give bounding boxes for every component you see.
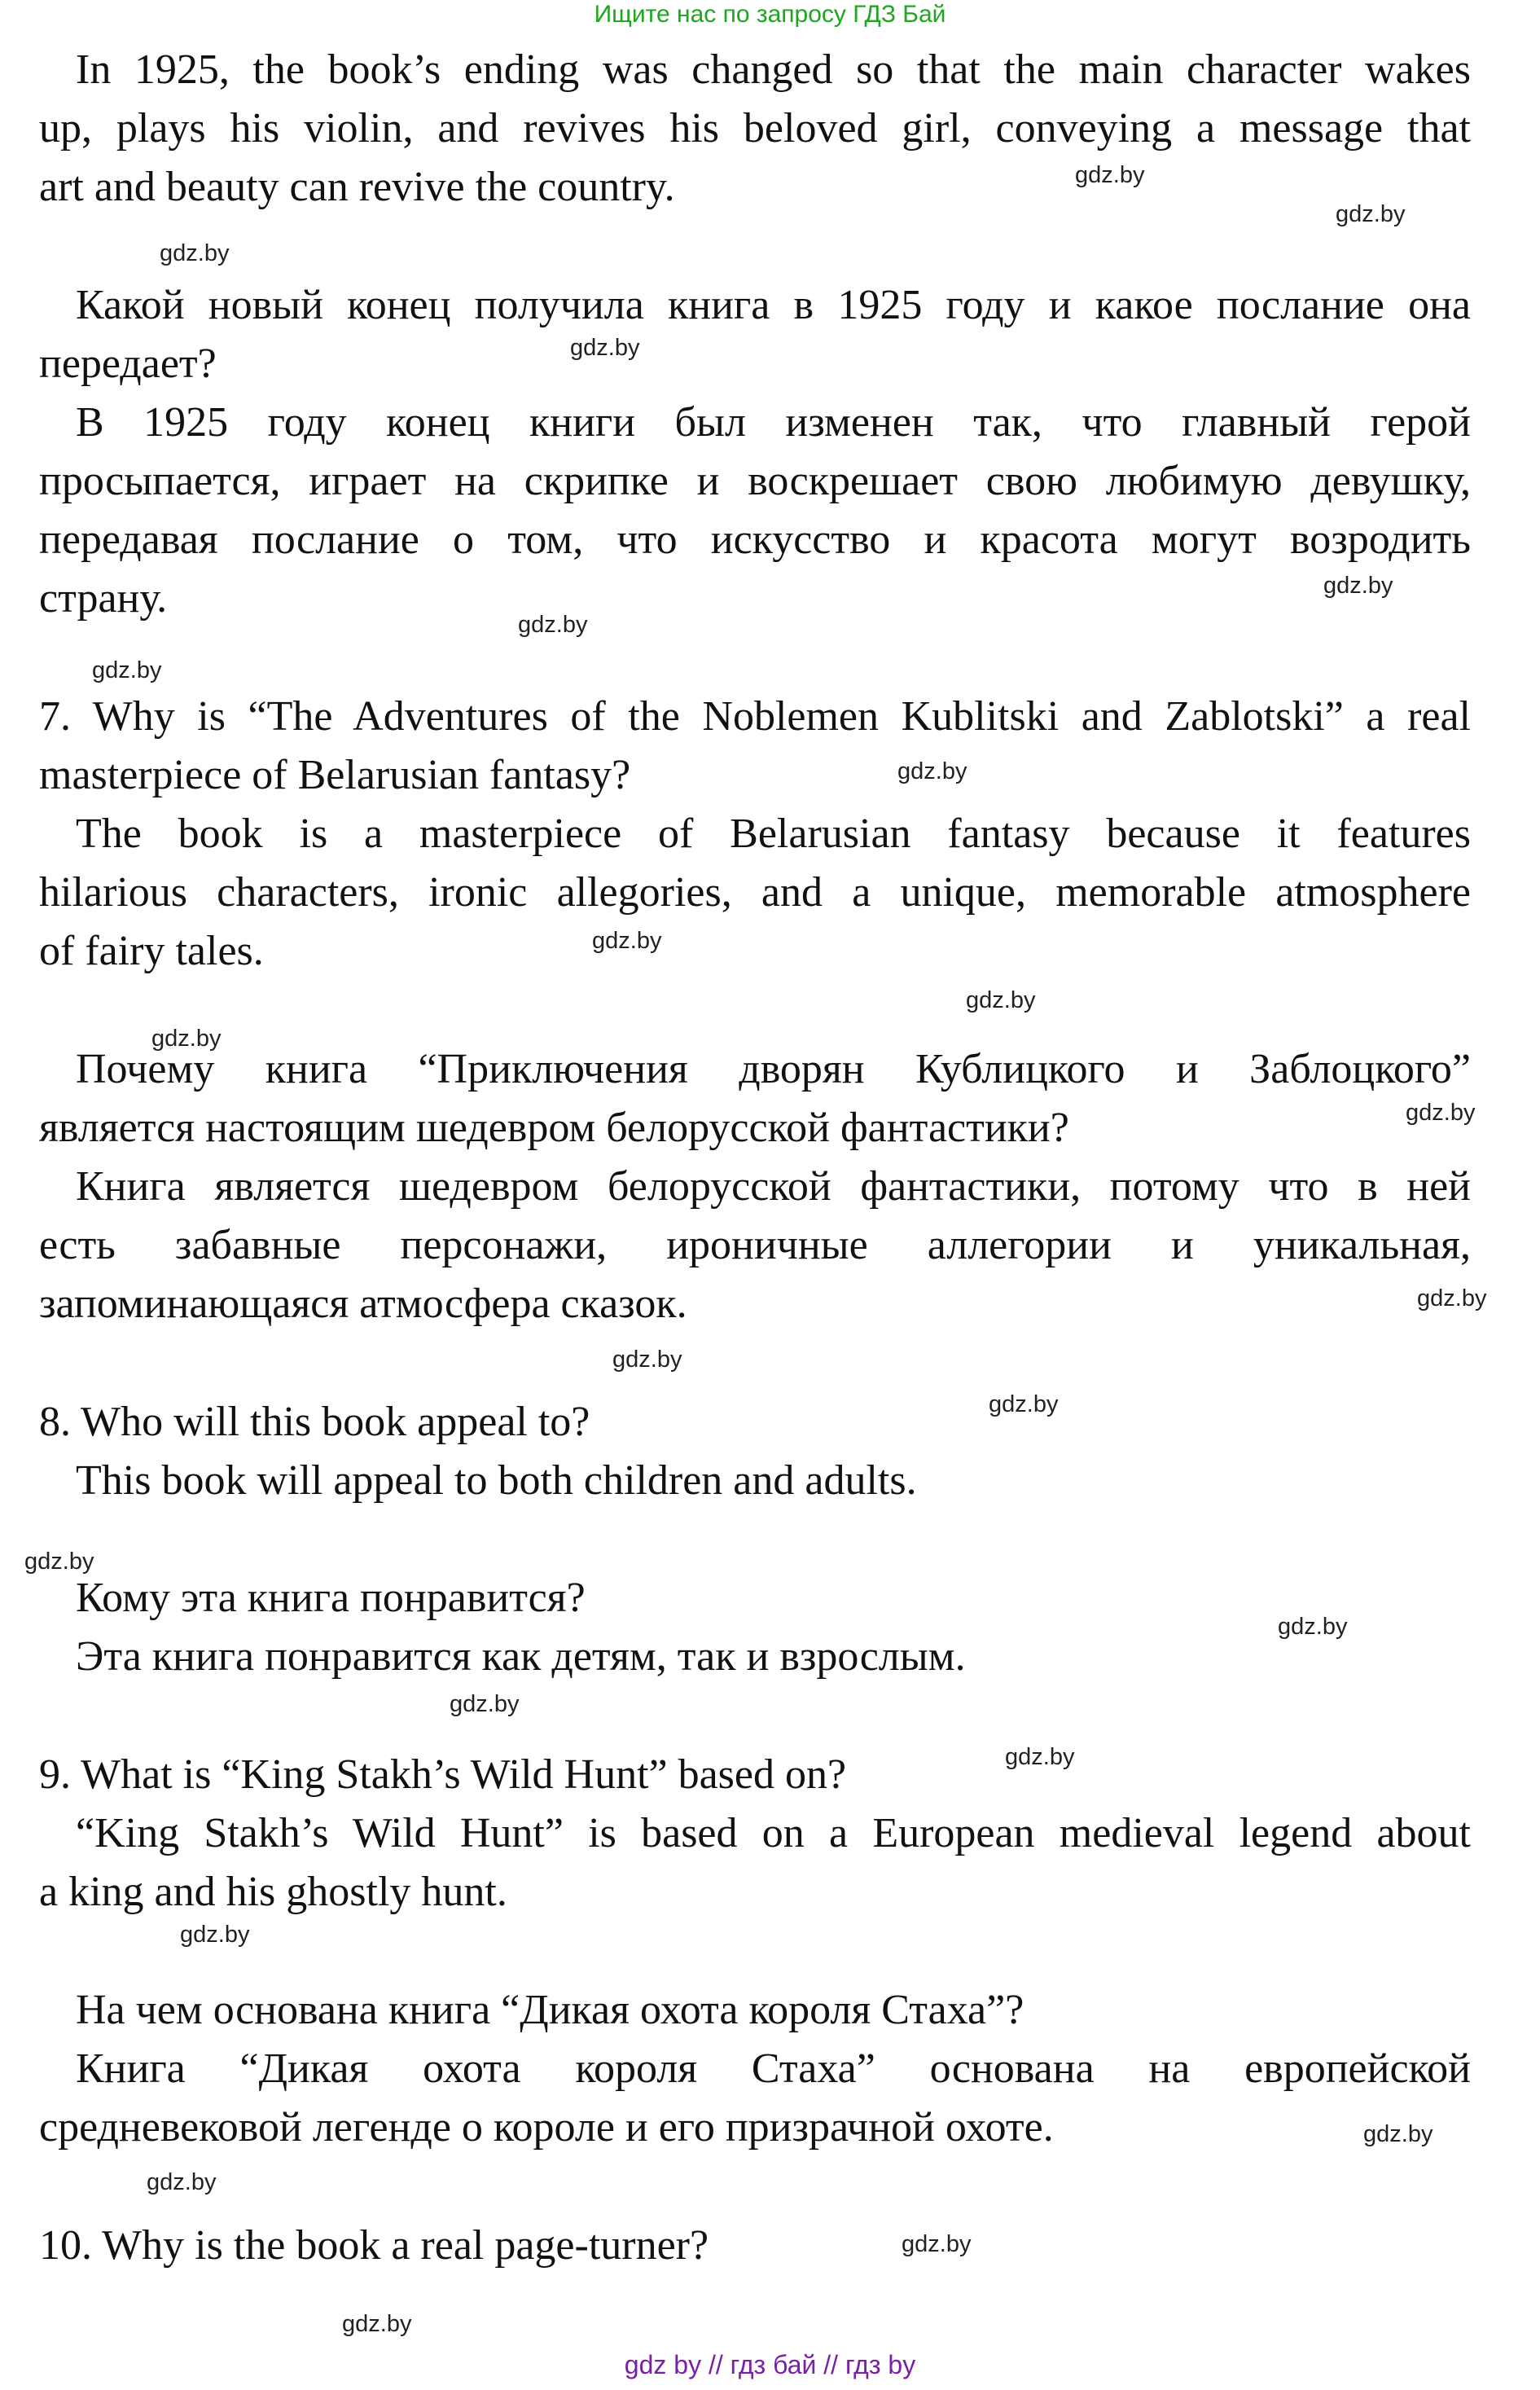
watermark: gdz.by [151,1026,222,1052]
question-9: 9. What is “King Stakh’s Wild Hunt” based on? [39,1751,847,1798]
watermark: gdz.by [160,240,230,266]
answer-7-ru: есть забавные персонажи, ироничные аллегории и уникальная, [39,1222,1471,1268]
question-10: 10. Why is the book a real page-turner? [39,2222,709,2269]
watermark: gdz.by [92,657,162,683]
paragraph-line: передает? [39,340,217,387]
watermark: gdz.by [966,987,1036,1013]
answer-9-ru: Книга “Дикая охота короля Стаха” основана на европейской [76,2045,1471,2092]
watermark: gdz.by [1323,573,1393,599]
answer-9-ru: средневековой легенде о короле и его призрачной охоте. [39,2104,1054,2151]
watermark: gdz.by [612,1347,682,1373]
answer-9: “King Stakh’s Wild Hunt” is based on a European medieval legend about [76,1810,1471,1856]
paragraph-line: просыпается, играет на скрипке и воскрешает свою любимую девушку, [39,458,1471,504]
question-7: 7. Why is “The Adventures of the Noblemen Kublitski and Zablotski” a real [39,693,1471,740]
watermark: gdz.by [897,758,967,784]
watermark: gdz.by [592,928,662,954]
watermark: gdz.by [1005,1744,1075,1770]
answer-7-ru: Книга является шедевром белорусской фантастики, потому что в ней [76,1163,1471,1210]
watermark: gdz.by [180,1922,250,1948]
watermark: gdz.by [1417,1285,1487,1311]
watermark: gdz.by [1278,1614,1348,1640]
watermark: gdz.by [518,612,588,638]
answer-7: The book is a masterpiece of Belarusian fantasy because it features [76,811,1471,857]
answer-9: a king and his ghostly hunt. [39,1869,507,1915]
header-search-hint[interactable]: Ищите нас по запросу ГДЗ Бай [594,1,946,28]
watermark: gdz.by [24,1549,94,1575]
footer-links[interactable]: gdz by // гдз бай // гдз by [624,2350,916,2379]
question-8: 8. Who will this book appeal to? [39,1399,590,1445]
watermark: gdz.by [342,2311,412,2337]
watermark: gdz.by [450,1691,520,1717]
question-7-ru: является настоящим шедевром белорусской фантастики? [39,1105,1069,1151]
paragraph-line: Какой новый конец получила книга в 1925 году и какое послание она [76,282,1471,328]
paragraph-line: art and beauty can revive the country. [39,164,675,210]
question-8-ru: Кому эта книга понравится? [76,1575,586,1621]
question-9-ru: На чем основана книга “Дикая охота короля Стаха”? [76,1987,1024,2033]
answer-7: hilarious characters, ironic allegories, and a unique, memorable atmosphere [39,869,1471,916]
paragraph-line: В 1925 году конец книги был изменен так, что главный герой [76,399,1471,446]
paragraph-line: страну. [39,575,168,622]
watermark: gdz.by [1075,162,1145,188]
question-7-ru: Почему книга “Приключения дворян Кублицкого и Заблоцкого” [76,1046,1471,1092]
answer-7: of fairy tales. [39,928,264,974]
watermark: gdz.by [1363,2121,1433,2147]
answer-7-ru: запоминающаяся атмосфера сказок. [39,1281,687,1327]
question-7: masterpiece of Belarusian fantasy? [39,752,631,798]
watermark: gdz.by [1336,201,1406,227]
paragraph-line: In 1925, the book’s ending was changed so that the main character wakes [76,46,1471,93]
watermark: gdz.by [1406,1100,1476,1126]
watermark: gdz.by [570,335,640,361]
answer-8: This book will appeal to both children and adults. [76,1457,917,1504]
watermark: gdz.by [902,2231,972,2257]
paragraph-line: передавая послание о том, что искусство и красота могут возродить [39,516,1471,563]
paragraph-line: up, plays his violin, and revives his beloved girl, conveying a message that [39,105,1471,152]
watermark: gdz.by [147,2169,217,2195]
answer-8-ru: Эта книга понравится как детям, так и взрослым. [76,1633,966,1680]
watermark: gdz.by [989,1391,1059,1417]
